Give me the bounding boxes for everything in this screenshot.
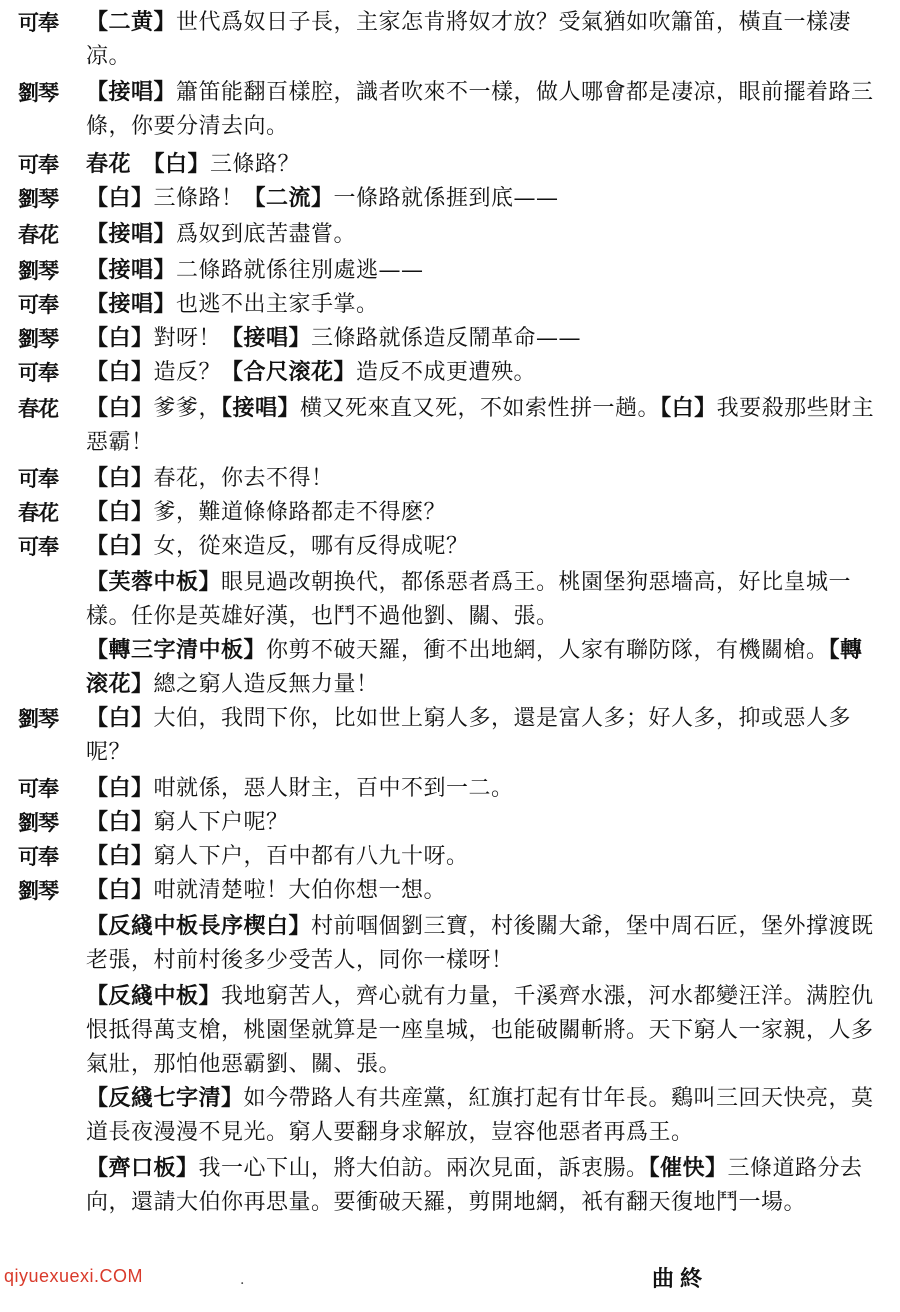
line-text xyxy=(86,496,882,530)
line-text xyxy=(86,462,882,496)
lyric-text: 你剪不破天羅，衝不出地網，人家有聯防隊，有機關槍。 xyxy=(266,638,829,663)
lyric-text: 春花，你去不得！ xyxy=(153,466,334,491)
tune-marker: 【白】 xyxy=(86,810,154,835)
lyric-text: 眼見過改朝换代，都係惡者爲王。桃園堡狗惡墻高，好比皇城一樣。任你是英雄好漢，也鬥不過他劉、關、張。 xyxy=(86,570,852,629)
line-text xyxy=(86,254,882,288)
line-text xyxy=(86,980,882,1082)
tune-marker: 【接唱】 xyxy=(86,80,177,105)
speaker-name: 可奉 xyxy=(18,293,58,317)
tune-marker: 【白】 xyxy=(86,844,154,869)
speaker-name: 可奉 xyxy=(18,535,58,559)
tune-marker: 【白】 xyxy=(86,878,154,903)
lyric-text: 爹爹， xyxy=(153,396,222,421)
line-text xyxy=(86,1152,882,1220)
line-text xyxy=(86,634,882,702)
lyric-text: 一條路就係捱到底—— xyxy=(333,186,559,211)
lyric-text: 三條道路分去向，還請大伯你再思量。要衝破天羅，剪開地網，衹有翻天復地鬥一場。 xyxy=(86,1156,863,1215)
tune-marker: 【合尺滚花】 xyxy=(221,360,357,385)
line-text xyxy=(86,6,882,74)
line-text xyxy=(86,182,882,216)
tune-marker: 【二流】 xyxy=(243,186,334,211)
line-text xyxy=(86,288,882,322)
line-text xyxy=(86,1082,882,1150)
speaker-name: 劉琴 xyxy=(18,327,58,351)
line-text xyxy=(86,356,882,390)
tune-marker: 【接唱】 xyxy=(86,258,177,283)
speaker-name: 劉琴 xyxy=(18,187,58,211)
line-text xyxy=(86,392,882,460)
lyric-text: 女，從來造反，哪有反得成呢？ xyxy=(153,534,469,559)
lyric-text: 也逃不出主家手掌。 xyxy=(176,292,379,317)
tune-marker: 【白】 xyxy=(86,360,154,385)
tune-marker: 【反綫中板】 xyxy=(86,984,222,1009)
speaker-name: 可奉 xyxy=(18,467,58,491)
tune-marker: 【接唱】 xyxy=(86,292,177,317)
lyric-text: 造反？ xyxy=(153,360,222,385)
speaker-name: 可奉 xyxy=(18,153,58,177)
tune-marker: 春花 【白】 xyxy=(86,152,211,177)
speaker-name: 劉琴 xyxy=(18,707,58,731)
speaker-name: 可奉 xyxy=(18,361,58,385)
speaker-name: 劉琴 xyxy=(18,811,58,835)
lyric-text: 横又死來直又死，不如索性拼一趟。 xyxy=(300,396,661,421)
tune-marker: 【白】 xyxy=(86,706,154,731)
tune-marker: 【芙蓉中板】 xyxy=(86,570,222,595)
tune-marker: 【接唱】 xyxy=(86,222,177,247)
speaker-name: 可奉 xyxy=(18,845,58,869)
tune-marker: 【白】 xyxy=(660,396,717,421)
tune-marker: 【反綫中板長序楔白】 xyxy=(86,914,312,939)
speaker-name: 劉琴 xyxy=(18,879,58,903)
line-text xyxy=(86,806,882,840)
line-text xyxy=(86,566,882,634)
lyric-text: 我一心下山，將大伯訪。兩次見面，訴衷腸。 xyxy=(198,1156,649,1181)
line-text xyxy=(86,840,882,874)
line-text xyxy=(86,874,882,908)
lyric-text: 對呀！ xyxy=(153,326,222,351)
speaker-name: 春花 xyxy=(18,223,58,247)
lyric-text: 窮人下户，百中都有八九十呀。 xyxy=(153,844,469,869)
line-text xyxy=(86,148,882,182)
tune-marker: 【催快】 xyxy=(648,1156,728,1181)
tune-marker: 【接唱】 xyxy=(221,326,312,351)
page-mark: · xyxy=(240,1276,245,1292)
lyric-text: 二條路就係往別處逃—— xyxy=(176,258,424,283)
lyric-text: 如今帶路人有共産黨，紅旗打起有廿年長。鷄叫三回天快亮，莫道長夜漫漫不見光。窮人要翻身求解放，豈容他惡者再爲王。 xyxy=(86,1086,874,1145)
lyric-text: 咁就係，惡人財主，百中不到一二。 xyxy=(153,776,514,801)
lyric-text: 造反不成更遭殃。 xyxy=(356,360,537,385)
tune-marker: 【反綫七字清】 xyxy=(86,1086,244,1111)
speaker-name: 可奉 xyxy=(18,777,58,801)
lyric-text: 大伯，我問下你，比如世上窮人多，還是富人多；好人多，抑或惡人多呢？ xyxy=(86,706,852,765)
line-text xyxy=(86,530,882,564)
tune-marker: 【二黄】 xyxy=(86,10,177,35)
lyric-text: 三條路？ xyxy=(210,152,301,177)
site-watermark xyxy=(4,1266,143,1287)
end-mark: 曲終 xyxy=(652,1267,709,1292)
tune-marker: 【接唱】 xyxy=(221,396,301,421)
lyric-text: 三條路！ xyxy=(153,186,244,211)
speaker-name: 劉琴 xyxy=(18,81,58,105)
lyric-text: 咁就清楚啦！大伯你想一想。 xyxy=(153,878,447,903)
tune-marker: 【白】 xyxy=(86,466,154,491)
tune-marker: 【轉滚花】 xyxy=(86,638,863,697)
lyric-text: 我要殺那些財主惡霸！ xyxy=(86,396,875,455)
tune-marker: 【轉三字清中板】 xyxy=(86,638,267,663)
tune-marker: 【白】 xyxy=(86,534,154,559)
tune-marker: 【齊口板】 xyxy=(86,1156,199,1181)
lyric-text: 總之窮人造反無力量！ xyxy=(153,672,379,697)
lyric-text: 世代爲奴日子長，主家怎肯將奴才放？受氣猶如吹簫笛，橫直一樣凄凉。 xyxy=(86,10,852,69)
lyric-text: 簫笛能翻百樣腔，識者吹來不一樣，做人哪會都是凄凉，眼前擺着路三條，你要分清去向。 xyxy=(86,80,874,139)
speaker-name: 劉琴 xyxy=(18,259,58,283)
line-text xyxy=(86,76,882,144)
lyric-text: 爹，難道條條路都走不得麽？ xyxy=(153,500,447,525)
watermark-text: qiyuexuexi.COM xyxy=(4,1266,144,1286)
speaker-name: 可奉 xyxy=(18,11,58,35)
line-text xyxy=(86,702,882,770)
lyric-text: 窮人下户呢？ xyxy=(153,810,289,835)
speaker-name: 春花 xyxy=(18,397,58,421)
tune-marker: 【白】 xyxy=(86,186,154,211)
lyric-text: 村前啯個劉三寶，村後關大爺，堡中周石匠，堡外撑渡既老張，村前村後多少受苦人，同你一樣呀！ xyxy=(86,914,874,973)
lyric-text: 我地窮苦人，齊心就有力量，千溪齊水漲，河水都變汪洋。满腔仇恨抵得萬支槍，桃園堡就算是一座皇城，也能破關斬將。天下窮人一家親，人多氣壯，那怕他惡霸劉、關、張。 xyxy=(86,984,874,1077)
line-text xyxy=(86,772,882,806)
tune-marker: 【白】 xyxy=(86,326,154,351)
line-text xyxy=(86,218,882,252)
speaker-name: 春花 xyxy=(18,501,58,525)
tune-marker: 【白】 xyxy=(86,500,154,525)
tune-marker: 【白】 xyxy=(86,396,154,421)
lyric-text: 三條路就係造反鬧革命—— xyxy=(311,326,582,351)
line-text xyxy=(86,910,882,978)
line-text xyxy=(86,322,882,356)
lyric-text: 爲奴到底苦盡嘗。 xyxy=(176,222,357,247)
tune-marker: 【白】 xyxy=(86,776,154,801)
